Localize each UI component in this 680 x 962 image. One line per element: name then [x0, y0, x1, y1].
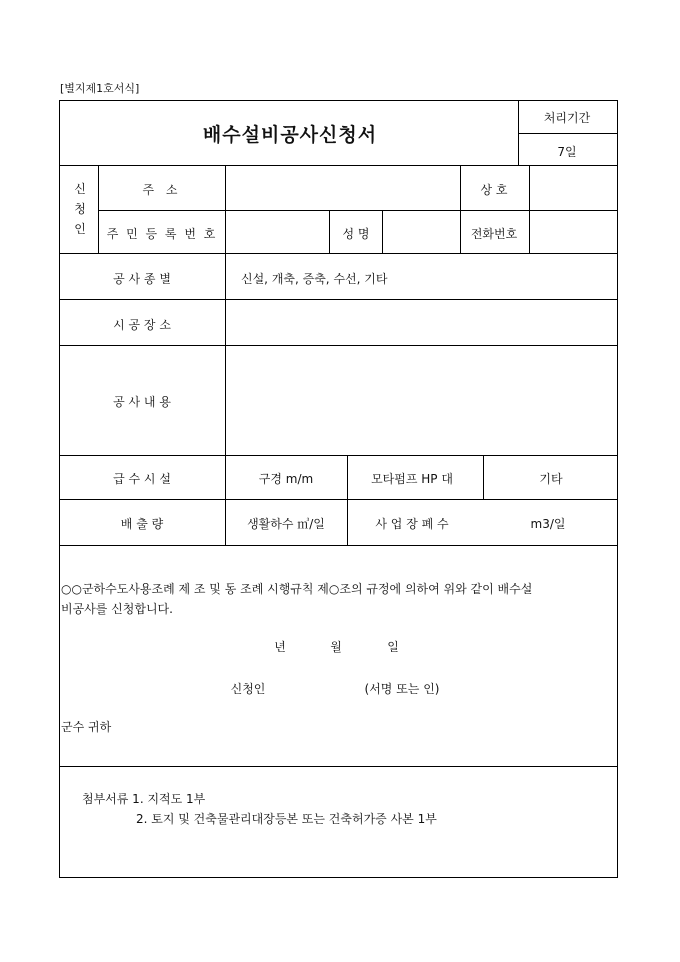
domestic-sewage-field[interactable]: 생활하수 ㎥/일 [247, 517, 325, 531]
attachment-item-1: 첨부서류 1. 지적도 1부 [82, 792, 206, 806]
motor-pump-field[interactable]: 모타펌프 HP 대 [371, 472, 453, 486]
discharge-label: 배 출 량 [120, 517, 164, 531]
applicant-char: 청 [74, 202, 86, 216]
phone-label: 전화번호 [470, 227, 518, 241]
resident-number-label: 주 민 등 록 번 호 [106, 227, 218, 241]
pipe-diameter-field[interactable]: 구경 m/m [258, 472, 314, 486]
form-title: 배수설비공사신청서 [202, 124, 378, 146]
attachment-item-2: 2. 토지 및 건축물관리대장등본 또는 건축허가증 사본 1부 [136, 812, 437, 826]
work-type-label: 공 사 종 별 [113, 272, 171, 286]
applicant-char: 인 [74, 222, 86, 236]
workplace-wastewater-label: 사 업 장 폐 수 [375, 517, 449, 531]
work-type-options[interactable]: 신설, 개축, 증축, 수선, 기타 [241, 272, 388, 286]
workplace-wastewater-field[interactable]: m3/일 [530, 517, 566, 531]
address-label: 주 소 [142, 183, 182, 197]
processing-period-label: 처리기간 [543, 111, 591, 125]
applicant-side-label [68, 179, 92, 239]
application-form-sheet [59, 100, 618, 878]
applicant-sign-label: 신청인 [230, 682, 266, 696]
signature-note: (서명 또는 인) [364, 682, 440, 696]
water-supply-other-field[interactable]: 기타 [539, 472, 563, 486]
processing-period-value: 7일 [557, 145, 577, 159]
date-day: 일 [387, 640, 399, 654]
applicant-char: 신 [74, 182, 86, 196]
declaration-line-2: 비공사를 신청합니다. [61, 602, 173, 616]
date-month: 월 [330, 640, 342, 654]
date-year: 년 [274, 640, 286, 654]
form-label: [별지제1호서식] [60, 82, 140, 95]
name-label: 성 명 [342, 227, 370, 241]
work-content-label: 공 사 내 용 [113, 395, 171, 409]
work-location-label: 시 공 장 소 [113, 318, 171, 332]
declaration-line-1: ○○군하수도사용조례 제 조 및 동 조례 시행규칙 제○조의 규정에 의하여 위와 같이 배수설 [61, 582, 533, 596]
water-supply-label: 급 수 시 설 [113, 472, 171, 486]
recipient: 군수 귀하 [61, 720, 112, 734]
business-name-label: 상 호 [480, 183, 508, 197]
